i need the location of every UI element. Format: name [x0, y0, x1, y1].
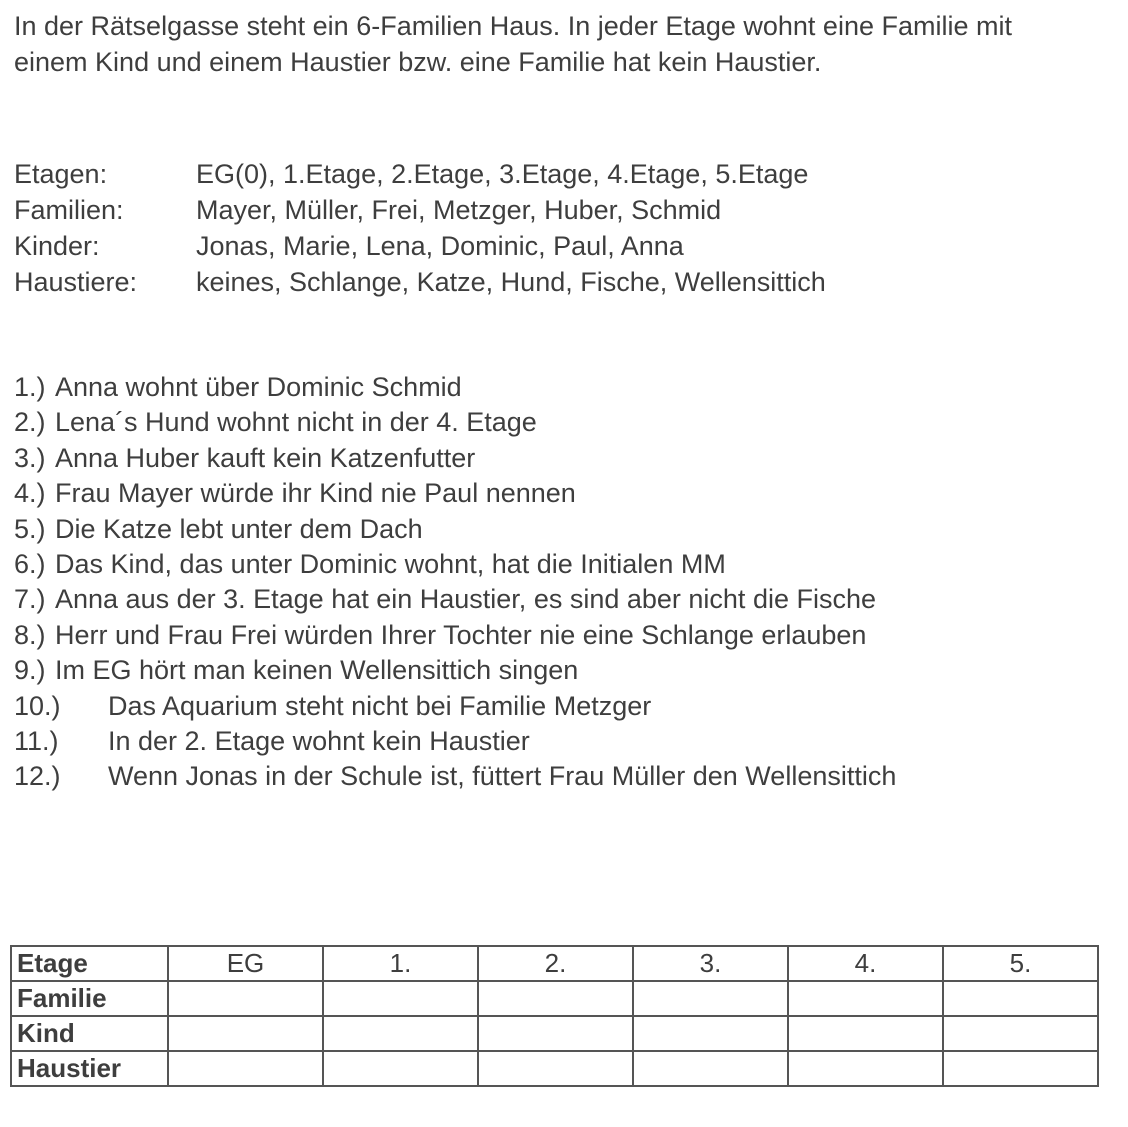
clue-text: Wenn Jonas in der Schule ist, füttert Frau Müller den Wellensittich — [108, 761, 897, 792]
clue-item-3 — [14, 441, 896, 476]
clue-text: Anna aus der 3. Etage hat ein Haustier, es sind aber nicht die Fische — [55, 584, 876, 615]
clue-item-5 — [14, 512, 896, 547]
table-cell-empty — [943, 981, 1098, 1016]
clue-number: 11.) — [14, 726, 59, 757]
table-row-label: Familie — [11, 981, 168, 1016]
table-column-header-eg: EG — [168, 946, 323, 981]
category-values: EG(0), 1.Etage, 2.Etage, 3.Etage, 4.Etage, 5.Etage — [196, 159, 809, 189]
table-row-haustier — [11, 1051, 1098, 1086]
table-column-header-5: 5. — [943, 946, 1098, 981]
category-row-kinder — [14, 228, 826, 264]
clue-item-1 — [14, 370, 896, 405]
table-cell-empty — [478, 1016, 633, 1051]
category-label: Haustiere: — [14, 267, 138, 297]
clue-text: Lena´s Hund wohnt nicht in der 4. Etage — [55, 407, 537, 438]
table-cell-empty — [788, 1016, 943, 1051]
table-row-etage — [11, 946, 1098, 981]
table-cell-empty — [788, 1051, 943, 1086]
category-row-etagen — [14, 156, 826, 192]
table-cell-empty — [943, 1051, 1098, 1086]
clue-number: 5.) — [14, 513, 46, 544]
category-row-haustiere — [14, 264, 826, 300]
clue-item-12 — [14, 759, 896, 794]
clue-text: Das Kind, das unter Dominic wohnt, hat die Initialen MM — [55, 549, 726, 580]
table-column-header-2: 2. — [478, 946, 633, 981]
table-row-kind — [11, 1016, 1098, 1051]
table-cell-empty — [633, 1051, 788, 1086]
clue-number: 10.) — [14, 690, 61, 721]
category-row-familien — [14, 192, 826, 228]
clue-text: Anna Huber kauft kein Katzenfutter — [55, 442, 476, 473]
table-cell-empty — [323, 1016, 478, 1051]
table-corner-label: Etage — [11, 946, 168, 981]
clue-text: Die Katze lebt unter dem Dach — [55, 513, 423, 544]
clue-number: 7.) — [14, 584, 46, 615]
table-row-familie — [11, 981, 1098, 1016]
clue-text: Anna wohnt über Dominic Schmid — [55, 372, 462, 402]
intro-paragraph — [14, 9, 1128, 80]
table-cell-empty — [633, 1016, 788, 1051]
table-cell-empty — [323, 981, 478, 1016]
clue-number: 4.) — [14, 478, 46, 509]
clue-number: 6.) — [14, 549, 46, 580]
table-cell-empty — [168, 981, 323, 1016]
clue-text: Frau Mayer würde ihr Kind nie Paul nennen — [55, 478, 576, 509]
clue-text: Herr und Frau Frei würden Ihrer Tochter nie eine Schlange erlauben — [55, 619, 867, 650]
clue-number: 9.) — [14, 655, 46, 686]
clue-text: Das Aquarium steht nicht bei Familie Metzger — [108, 690, 652, 721]
table-column-header-4: 4. — [788, 946, 943, 981]
table-column-header-1: 1. — [323, 946, 478, 981]
category-label: Kinder: — [14, 231, 100, 261]
clue-item-11 — [14, 724, 896, 759]
clue-number: 8.) — [14, 619, 46, 650]
category-list — [14, 156, 826, 300]
table-row-label: Kind — [11, 1016, 168, 1051]
table-cell-empty — [788, 981, 943, 1016]
category-values: Jonas, Marie, Lena, Dominic, Paul, Anna — [196, 231, 684, 261]
solution-table — [10, 945, 1099, 1087]
table-cell-empty — [478, 1051, 633, 1086]
clue-number: 3.) — [14, 442, 46, 473]
intro-line-2: einem Kind und einem Haustier bzw. eine Familie hat kein Haustier. — [14, 46, 822, 77]
clue-item-6 — [14, 547, 896, 582]
clue-number: 12.) — [14, 761, 61, 792]
clue-item-9 — [14, 653, 896, 688]
clue-text: Im EG hört man keinen Wellensittich singen — [55, 655, 579, 686]
clue-number: 2.) — [14, 407, 46, 438]
category-label: Familien: — [14, 195, 124, 225]
clue-number: 1.) — [14, 372, 46, 402]
table-row-label: Haustier — [11, 1051, 168, 1086]
table-cell-empty — [943, 1016, 1098, 1051]
clue-item-10 — [14, 689, 896, 724]
intro-line-1: In der Rätselgasse steht ein 6-Familien Haus. In jeder Etage wohnt eine Familie mit — [14, 11, 1012, 41]
clue-item-7 — [14, 582, 896, 617]
clue-text: In der 2. Etage wohnt kein Haustier — [108, 726, 530, 757]
clue-list — [14, 370, 896, 795]
table-cell-empty — [633, 981, 788, 1016]
category-values: Mayer, Müller, Frei, Metzger, Huber, Schmid — [196, 195, 722, 225]
clue-item-8 — [14, 618, 896, 653]
clue-item-2 — [14, 405, 896, 440]
category-values: keines, Schlange, Katze, Hund, Fische, Wellensittich — [196, 267, 826, 297]
category-label: Etagen: — [14, 159, 108, 189]
table-cell-empty — [168, 1051, 323, 1086]
table-cell-empty — [323, 1051, 478, 1086]
clue-item-4 — [14, 476, 896, 511]
table-cell-empty — [478, 981, 633, 1016]
table-cell-empty — [168, 1016, 323, 1051]
table-column-header-3: 3. — [633, 946, 788, 981]
